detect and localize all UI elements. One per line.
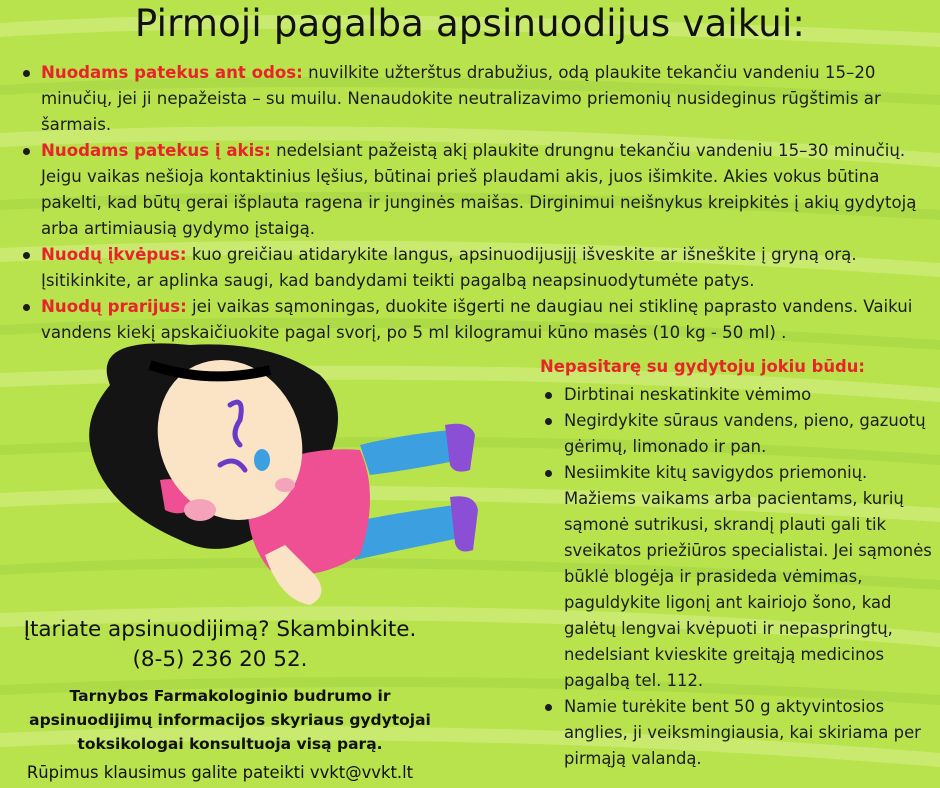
item-text: nedelsiant pažeistą akį plaukite drungnu tekančiu vandeniu 15–30 minučių. Jeigu vaikas nešioja kontaktinius lęšius, būtinai prieš plaudami akis, juos išimkite. Akies vokus būtina pakelti, kad būtų gerai išplauta ragena ir junginės maišas. Dirginimui neišnykus kreipkitės į akių gydytoją arba artimiausią gydymo įstaigą. [41,141,917,238]
item-text: kuo greičiau atidarykite langus, apsinuodijusįjį išveskite ar išneškite į gryną orą. Įsitikinkite, ar aplinka saugi, kad bandydami teikti pagalbą neapsinuodytumėte patys. [41,245,857,290]
list-item [18,60,933,138]
list-item: Namie turėkite bent 50 g aktyvintosios anglies, ji veiksmingiausia, kai skiriama per pirmąją valandą. [541,694,933,772]
email-text: Rūpimus klausimus galite pateikti vvkt@vvkt.lt [26,763,414,782]
warning-title: Nepasitarę su gydytoju jokiu būdu: [540,357,865,376]
warning-list [541,382,933,772]
item-label: Nuodams patekus į akis: [41,141,271,160]
item-label: Nuodams patekus ant odos: [41,63,303,82]
service-text: Tarnybos Farmakologinio budrumo ir apsinuodijimų informacijos skyriaus gydytojai toksikologai konsultuoja visą parą. [29,687,431,753]
item-label: Nuodų prarijus: [41,297,187,316]
page-title: Pirmoji pagalba apsinuodijus vaikui: [134,2,806,45]
girl-illustration [70,325,490,625]
call-text: Įtariate apsinuodijimą? Skambinkite. [23,617,417,642]
item-text: jei vaikas sąmoningas, duokite išgerti ne daugiau nei stiklinę paprasto vandens. Vaikui vandens kiekį apskaičiuokite pagal svorį, po 5 ml kilogramui kūno masės (10 kg - 50 ml) . [41,297,913,342]
phone-number[interactable]: (8-5) 236 20 52. [132,647,308,672]
list-item: Negirdykite sūraus vandens, pieno, gazuotų gėrimų, limonado ir pan. [541,408,933,460]
list-item [18,242,933,294]
item-label: Nuodų įkvėpus: [41,245,187,264]
list-item: Dirbtinai neskatinkite vėmimo [541,382,933,408]
call-block [0,615,440,675]
item-text: nuvilkite užterštus drabužius, odą plaukite tekančiu vandeniu 15–20 minučių, jei ji nepažeista – su muilu. Nenaudokite neutralizavimo priemonių nusideginus rūgštimis ar šarmais. [41,63,881,134]
first-aid-list [18,60,933,346]
list-item [18,138,933,242]
list-item: Nesiimkite kitų savigydos priemonių. Mažiems vaikams arba pacientams, kurių sąmonė sutrikusi, skrandį plauti gali tik sveikatos priežiūros specialistai. Jei sąmonės būklė blogėja ir prasideda vėmimas, paguldykite ligonį ant kairiojo šono, kad galėtų lengvai kvėpuoti ir nepaspringtų, nedelsiant kvieskite greitąją medicinos pagalbą tel. 112. [541,460,933,694]
